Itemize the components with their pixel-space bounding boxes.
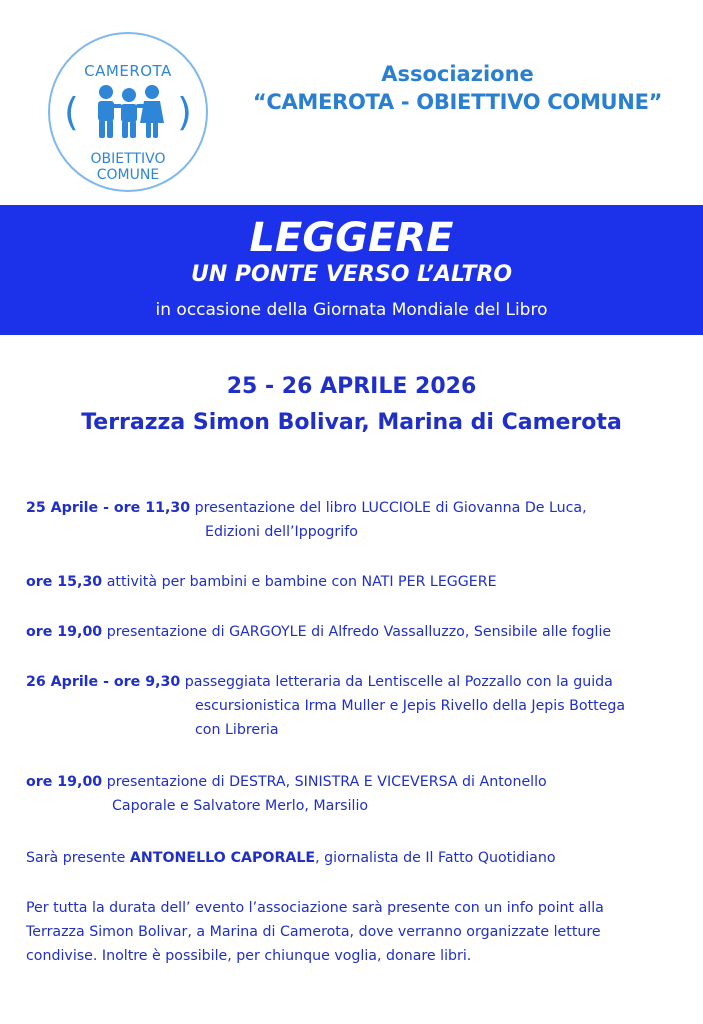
program-item-2 xyxy=(26,570,693,594)
guest-prefix: Sarà presente xyxy=(26,850,130,866)
program-item-1-line1: presentazione del libro LUCCIOLE di Giovanna De Luca, xyxy=(190,500,587,516)
logo-right-bracket: ) xyxy=(177,90,192,134)
program-item-1-when: 25 Aprile - ore 11,30 xyxy=(26,500,191,516)
guest-suffix: , giornalista de Il Fatto Quotidiano xyxy=(315,850,556,866)
program-item-3 xyxy=(26,620,693,644)
program-item-5-when: ore 19,00 xyxy=(26,774,103,790)
program-item-4 xyxy=(26,670,693,742)
guest-name: ANTONELLO CAPORALE xyxy=(129,850,316,866)
title-banner xyxy=(0,205,703,335)
banner-title: LEGGERE xyxy=(249,215,454,261)
people-icon xyxy=(94,84,164,140)
program-item-1-line2: Edizioni dell’Ippogrifo xyxy=(205,524,358,540)
guest-note xyxy=(26,846,693,870)
logo-bottom-line1: OBIETTIVO xyxy=(90,151,166,167)
info-line3: condivise. Inoltre è possibile, per chiunque voglia, donare libri. xyxy=(26,948,472,964)
program-item-5-line1: presentazione di DESTRA, SINISTRA E VICEVERSA di Antonello xyxy=(102,774,547,790)
program-item-5-line2: Caporale e Salvatore Merlo, Marsilio xyxy=(112,798,369,814)
logo-top-text: CAMEROTA xyxy=(84,62,172,80)
program-item-5 xyxy=(26,770,693,818)
banner-occasion: in occasione della Giornata Mondiale del Libro xyxy=(155,300,548,320)
program-item-4-when: 26 Aprile - ore 9,30 xyxy=(26,674,181,690)
logo-left-bracket: ( xyxy=(64,90,79,134)
logo-bottom-line2: COMUNE xyxy=(96,167,160,183)
info-line1: Per tutta la durata dell’ evento l’associazione sarà presente con un info point alla xyxy=(26,900,604,916)
info-line2: Terrazza Simon Bolivar, a Marina di Camerota, dove verranno organizzate letture xyxy=(26,924,601,940)
program-item-3-line1: presentazione di GARGOYLE di Alfredo Vassalluzzo, Sensibile alle foglie xyxy=(102,624,612,640)
event-date: 25 - 26 APRILE 2026 xyxy=(226,374,477,399)
banner-subtitle: UN PONTE VERSO L’ALTRO xyxy=(190,262,513,287)
program-item-3-when: ore 19,00 xyxy=(26,624,103,640)
association-logo xyxy=(48,32,208,192)
association-name xyxy=(232,60,683,116)
program-item-2-line1: attività per bambini e bambine con NATI PER LEGGERE xyxy=(102,574,497,590)
program-item-2-when: ore 15,30 xyxy=(26,574,103,590)
event-place: Terrazza Simon Bolivar, Marina di Camerota xyxy=(81,410,622,435)
association-line2: “CAMEROTA - OBIETTIVO COMUNE” xyxy=(252,90,663,114)
logo-bottom-text xyxy=(50,151,206,183)
association-line1: Associazione xyxy=(381,62,534,86)
program-item-1 xyxy=(26,496,693,544)
program-item-4-line2: escursionistica Irma Muller e Jepis Rivello della Jepis Bottega xyxy=(195,698,626,714)
program-item-4-line3: con Libreria xyxy=(195,722,279,738)
program-item-4-line1: passeggiata letteraria da Lentiscelle al Pozzallo con la guida xyxy=(180,674,613,690)
info-paragraph xyxy=(26,896,693,968)
